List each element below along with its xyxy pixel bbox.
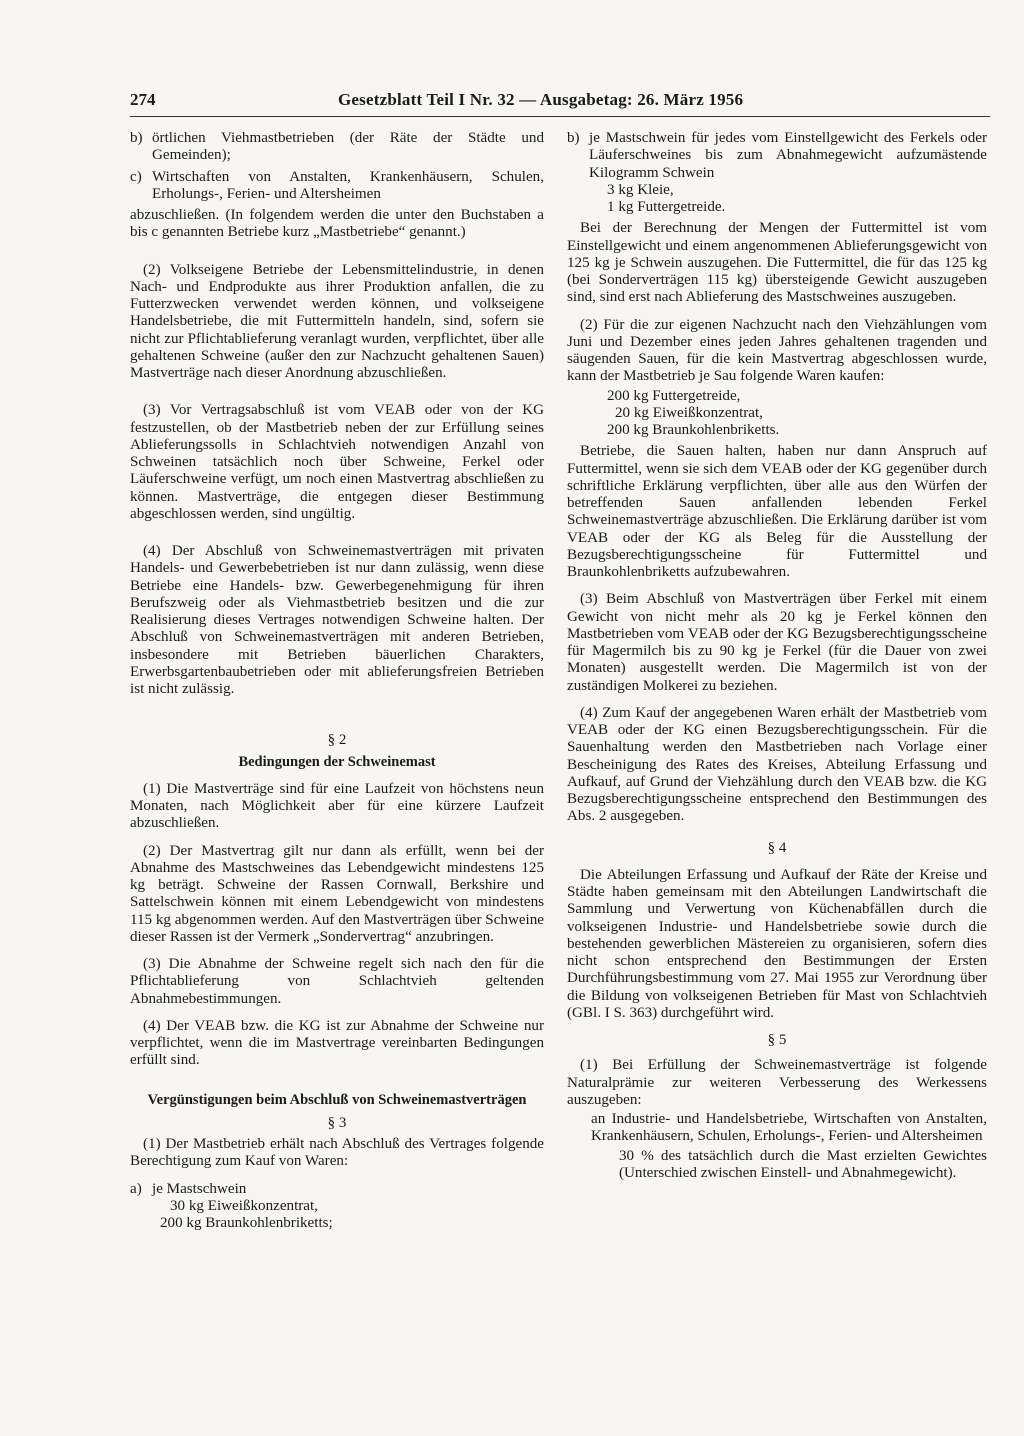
section-heading: Bedingungen der Schweinemast xyxy=(238,753,436,770)
premium-rate: 30 % des tatsächlich durch die Mast erzielten Gewichtes (Unterschied zwischen Einstell- und Abnahmegewicht). xyxy=(619,1147,987,1181)
section-number: § 2 xyxy=(327,732,347,749)
list-text: je Mastschwein xyxy=(152,1180,247,1197)
paragraph: (2) Volkseigene Betriebe der Lebensmittelindustrie, in denen Nach- und Endprodukte aus ihrer Produktion anfallen, die zu Futterzwecken verwendet werden können, und volkseigene Handelsbetriebe, die mit Futtermitteln handeln, sind, sofern sie nicht zur Pflichtablieferung veranlagt wurden, verpflichtet, über alle gehaltenen Schweine (außer den zur Nachzucht gehaltenen Sauen) Mastverträge nach dieser Anordnung abzuschließen. xyxy=(130,261,544,381)
quantity-line: 200 kg Braunkohlenbriketts; xyxy=(160,1215,333,1231)
paragraph: abzuschließen. (In folgendem werden die unter den Buchstaben a bis c genannten Betriebe kurz „Mastbetriebe“ genannt.) xyxy=(130,207,544,241)
list-text: je Mastschwein für jedes vom Einstellgewicht des Ferkels oder Läuferschweines bis zum Abnahmegewicht aufzumästende Kilogramm Schwein xyxy=(589,130,987,181)
list-label: b) xyxy=(130,130,143,146)
page-number: 274 xyxy=(130,90,156,109)
paragraph: (2) Der Mastvertrag gilt nur dann als erfüllt, wenn bei der Abnahme des Mastschweines das Lebendgewicht mindestens 125 kg beträgt. Schweine der Rassen Cornwall, Berkshire und Sattelschwein können mit einem Lebendgewicht von mindestens 115 kg abgenommen werden. Auf den Mastverträgen über Schweine dieser Rassen ist der Vermerk „Sondervertrag“ anzubringen. xyxy=(130,842,544,945)
quantity-line: 200 kg Braunkohlenbriketts. xyxy=(607,422,780,438)
quantity-line: 20 kg Eiweißkonzentrat, xyxy=(615,404,763,421)
paragraph: (1) Die Mastverträge sind für eine Laufzeit von höchstens neun Monaten, nach Möglichkeit aber für eine kürzere Laufzeit abzuschließen. xyxy=(130,780,544,832)
paragraph: (3) Vor Vertragsabschluß ist vom VEAB oder von der KG festzustellen, ob der Mastbetrieb neben der zur Erfüllung seines Ablieferungssolls in Schlachtvieh notwendigen Anzahl von Schweinen tatsächlich noch über Schweine, Ferkel oder Läuferschweine verfügt, um noch einen Mastvertrag abschließen zu können. Mastverträge, die entgegen dieser Bestimmung abgeschlossen werden, sind ungültig. xyxy=(130,402,544,522)
paragraph: (3) Die Abnahme der Schweine regelt sich nach den für die Pflichtablieferung von Schlachtvieh geltenden Abnahmebestimmungen. xyxy=(130,956,544,1007)
quantity-line: 30 kg Eiweißkonzentrat, xyxy=(170,1197,318,1214)
list-item-b xyxy=(130,130,544,165)
paragraph: (2) Für die zur eigenen Nachzucht nach den Viehzählungen vom Juni und Dezember eines jeden Jahres gehaltenen tragenden und säugenden Sauen, für die kein Mastvertrag abgeschlossen wurde, kann der Mastbetrieb je Sau folgende Waren kaufen: xyxy=(567,316,987,385)
paragraph: (1) Bei Erfüllung der Schweinemastverträge ist folgende Naturalprämie zur weiteren Verbesserung des Werkessens auszugeben: xyxy=(567,1057,987,1108)
list-label: c) xyxy=(130,168,142,185)
list-item-b xyxy=(567,130,987,182)
list-item-a xyxy=(130,1181,544,1198)
running-title: Gesetzblatt Teil I Nr. 32 — Ausgabetag: 26. März 1956 xyxy=(338,90,744,109)
spacer xyxy=(130,252,544,262)
quantity-line: 3 kg Kleie, xyxy=(607,181,674,198)
list-text: örtlichen Viehmastbetrieben (der Räte der Städte und Gemeinden); xyxy=(152,130,544,164)
section-heading: Vergünstigungen beim Abschluß von Schweinemastverträgen xyxy=(147,1091,527,1108)
section-number: § 3 xyxy=(327,1114,347,1131)
paragraph: Bei der Berechnung der Mengen der Futtermittel ist vom Einstellgewicht und einem angenommenen Ablieferungsgewicht von 125 kg je Schwein auszugehen. Die Futtermittel, die für das 125 kg (bei Sonderverträgen 115 kg) übersteigende Gewicht auszugeben sind, sind erst nach Ablieferung des Mastschweines auszugeben. xyxy=(567,220,987,306)
quantity-line: 200 kg Futtergetreide, xyxy=(607,387,741,404)
left-column xyxy=(130,130,544,1232)
right-column xyxy=(567,130,987,1182)
paragraph: Betriebe, die Sauen halten, haben nur dann Anspruch auf Futtermittel, wenn sie sich dem VEAB oder der KG gegenüber durch schriftliche Erklärung verpflichten, über alle aus den Würfen der betreffenden Sauen anfallenden lebenden Ferkel Schweinemastverträge abzuschließen. Die Erklärung darüber ist vom VEAB oder der KG als Beleg für die Ausstellung der Bezugsberechtigungsscheine für Futtermittel und Braunkohlenbriketts aufzubewahren. xyxy=(567,443,987,580)
paragraph: Die Abteilungen Erfassung und Aufkauf der Räte der Kreise und Städte haben gemeinsam mit den Abteilungen Landwirtschaft die Sammlung und Verwertung von Küchenabfällen durch die volkseigenen Industrie- und Handelsbetriebe sowie durch die bestehenden gewerblichen Mästereien zu organisieren, sofern dies nicht schon entsprechend den Bestimmungen der Ersten Durchführungsbestimmung vom 27. Mai 1955 zur Verordnung über die Bildung von volkseigenen Betrieben für Mast von Schlachtvieh (GBl. I S. 363) durchgeführt wird. xyxy=(567,866,987,1021)
recipient-list: an Industrie- und Handelsbetriebe, Wirtschaften von Anstalten, Krankenhäusern, Schulen, Erholungs-, Ferien- und Altersheimen xyxy=(591,1111,987,1145)
list-label: b) xyxy=(567,130,580,146)
section-number: § 5 xyxy=(767,1032,787,1048)
quantity-line: 1 kg Futtergetreide. xyxy=(607,199,726,215)
paragraph: (4) Zum Kauf der angegebenen Waren erhält der Mastbetrieb vom VEAB oder der KG einen Bezugsberechtigungsschein. Für die Sauenhaltung werden den Mastbetrieben nach Vorlage einer Bescheinigung des Rates des Kreises, Abteilung Erfassung und Aufkauf, auf Grund der Viehzählung durch den VEAB bzw. die KG Bezugsberechtigungsscheine entsprechend den Bestimmungen des Abs. 2 ausgegeben. xyxy=(567,704,987,825)
list-label: a) xyxy=(130,1180,142,1197)
page-header xyxy=(130,90,990,118)
section-number: § 4 xyxy=(767,839,787,856)
paragraph: (4) Der Abschluß von Schweinemastverträgen mit privaten Handels- und Gewerbebetrieben ist nur dann zulässig, wenn diese Betriebe eine Handels- bzw. Gewerbegenehmigung für ihren Berufszweig oder als Viehmastbetrieb besitzen und die zur Realisierung dieses Vertrages notwendigen Schweine halten. Der Abschluß von Schweinemastverträgen mit anderen Betrieben, insbesondere mit Betrieben bäuerlichen Charakters, Erwerbsgartenbaubetrieben oder mit ablieferungsfreien Betrieben ist nicht zulässig. xyxy=(130,543,544,697)
spacer xyxy=(130,533,544,543)
list-item-c xyxy=(130,169,544,204)
paragraph: (3) Beim Abschluß von Mastverträgen über Ferkel mit einem Gewicht von nicht mehr als 20 kg je Ferkel können den Mastbetrieben vom VEAB oder der KG Bezugsberechtigungsscheine für Magermilch bis zu 90 kg je Ferkel (für die Dauer von zwei Monaten) ausgestellt werden. Die Magermilch ist von der zuständigen Molkerei zu beziehen. xyxy=(567,591,987,694)
header-rule xyxy=(130,116,990,117)
paragraph: (1) Der Mastbetrieb erhält nach Abschluß des Vertrages folgende Berechtigung zum Kauf von Waren: xyxy=(130,1136,544,1170)
paragraph: (4) Der VEAB bzw. die KG ist zur Abnahme der Schweine nur verpflichtet, wenn die im Mastvertrage vereinbarten Bedingungen erfüllt sind. xyxy=(130,1017,544,1069)
list-text: Wirtschaften von Anstalten, Krankenhäusern, Schulen, Erholungs-, Ferien- und Altersheimen xyxy=(152,168,544,202)
spacer xyxy=(130,392,544,402)
